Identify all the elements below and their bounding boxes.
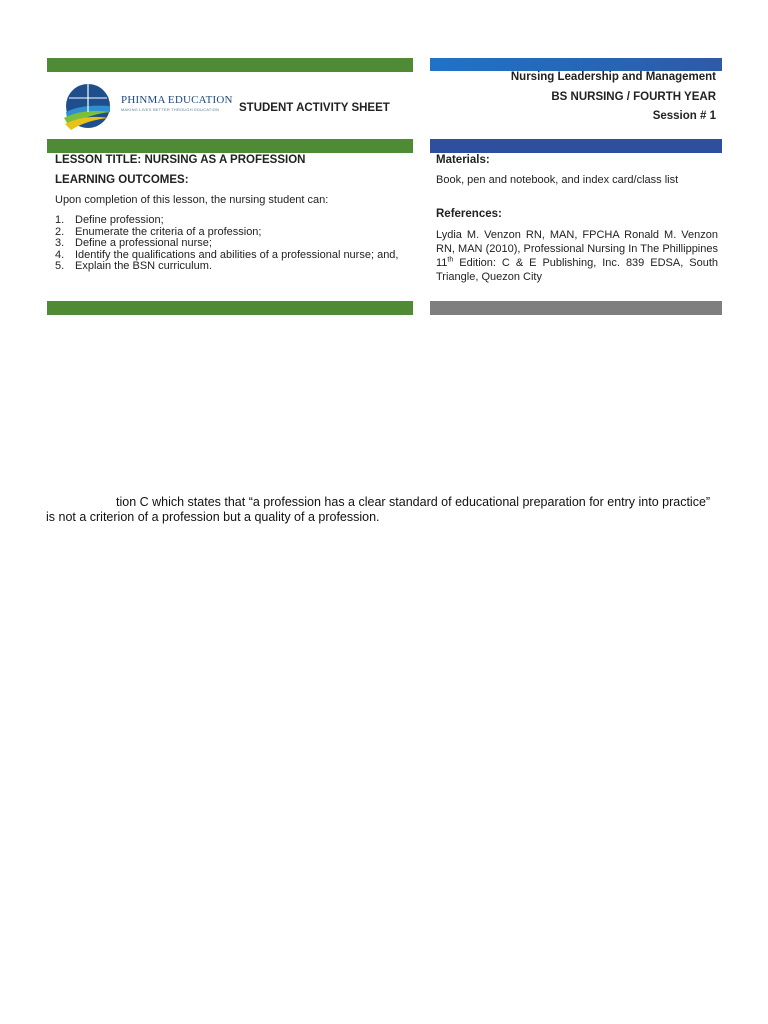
bottom-green-bar: [47, 301, 413, 315]
sheet-title: STUDENT ACTIVITY SHEET: [239, 102, 390, 114]
program-year: BS NURSING / FOURTH YEAR: [551, 91, 716, 103]
activity-sheet-right-panel: [430, 58, 722, 315]
learning-outcomes-heading: LEARNING OUTCOMES:: [55, 174, 189, 186]
outcome-item: 3. Define a professional nurse;: [55, 237, 212, 249]
middle-green-bar: [47, 139, 413, 153]
references-text: Lydia M. Venzon RN, MAN, FPCHA Ronald M. Venzon RN, MAN (2010), Professional Nursing In The Phillippines 11th Edition: C & E Publishing, Inc. 839 EDSA, South Triangle, Quezon City: [436, 229, 718, 283]
top-green-bar: [47, 58, 413, 72]
references-heading: References:: [436, 208, 502, 220]
materials-text: Book, pen and notebook, and index card/class list: [436, 174, 679, 186]
activity-sheet-left-panel: [47, 58, 413, 315]
session-number: Session # 1: [652, 110, 716, 122]
brand-block: [121, 94, 233, 112]
materials-heading: Materials:: [436, 154, 490, 166]
learning-outcomes-intro: Upon completion of this lesson, the nursing student can:: [55, 194, 329, 206]
brand-name: PHINMA EDUCATION: [121, 94, 233, 106]
course-name: Nursing Leadership and Management: [510, 71, 716, 83]
lesson-title: LESSON TITLE: NURSING AS A PROFESSION: [55, 154, 306, 166]
outcome-item: 2. Enumerate the criteria of a profession;: [55, 225, 262, 238]
learning-outcomes-list: [55, 215, 405, 273]
phinma-logo-icon: [61, 82, 115, 132]
outcome-item: 5. Explain the BSN curriculum.: [55, 260, 212, 272]
outcome-item: 4. Identify the qualifications and abilities of a professional nurse; and,: [55, 248, 399, 261]
middle-blue-bar: [430, 139, 722, 153]
body-paragraph: tion C which states that “a profession has a clear standard of educational preparation for entry into practice” is not a criterion of a profession but a quality of a profession.: [46, 495, 711, 524]
top-blue-bar: [430, 58, 722, 71]
brand-tagline: MAKING LIVES BETTER THROUGH EDUCATION: [121, 107, 220, 112]
outcome-item: 1. Define profession;: [55, 214, 164, 226]
bottom-gray-bar: [430, 301, 722, 315]
